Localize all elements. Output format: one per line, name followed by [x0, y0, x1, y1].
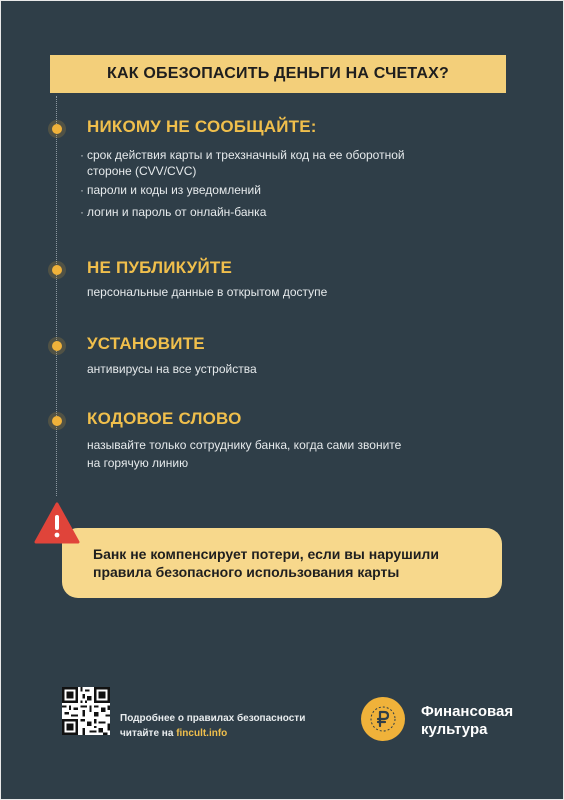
section-text: персональные данные в открытом доступе: [87, 285, 328, 299]
section-text: на горячую линию: [87, 456, 189, 470]
timeline-line: [56, 96, 57, 496]
list-item-continuation: стороне (CVV/CVC): [87, 164, 197, 178]
bullet-dot: [52, 341, 62, 351]
list-item: · пароли и коды из уведомлений: [80, 183, 261, 197]
section-heading-install: УСТАНОВИТЕ: [87, 334, 205, 353]
footer-info: Подробнее о правилах безопасности читайте на fincult.info: [120, 713, 306, 739]
warning-triangle-icon: [34, 501, 80, 547]
list-item: · срок действия карты и трехзначный код на ее оборотной: [80, 148, 405, 162]
bullet-dot: [52, 265, 62, 275]
ruble-coin-icon: [361, 697, 405, 741]
brand-name: Финансовая культура: [421, 703, 514, 738]
fincult-link[interactable]: fincult.info: [176, 728, 228, 739]
page-title: КАК ОБЕЗОПАСИТЬ ДЕНЬГИ НА СЧЕТАХ?: [50, 55, 506, 93]
item-dot-icon: ·: [80, 148, 84, 162]
section-heading-no-share: НИКОМУ НЕ СООБЩАЙТЕ:: [87, 117, 317, 136]
item-dot-icon: ·: [80, 205, 84, 219]
list-item: · логин и пароль от онлайн-банка: [80, 205, 267, 219]
section-text: называйте только сотруднику банка, когда сами звоните: [87, 438, 402, 452]
ruble-sign-icon: [370, 706, 396, 732]
item-dot-icon: ·: [80, 183, 84, 197]
section-heading-no-publish: НЕ ПУБЛИКУЙТЕ: [87, 258, 232, 277]
warning-text: Банк не компенсирует потери, если вы нарушили правила безопасного использования карты: [93, 546, 439, 580]
bullet-dot: [52, 124, 62, 134]
section-heading-code-word: КОДОВОЕ СЛОВО: [87, 409, 242, 428]
bullet-dot: [52, 416, 62, 426]
qr-code[interactable]: [62, 687, 110, 735]
section-text: антивирусы на все устройства: [87, 362, 257, 376]
